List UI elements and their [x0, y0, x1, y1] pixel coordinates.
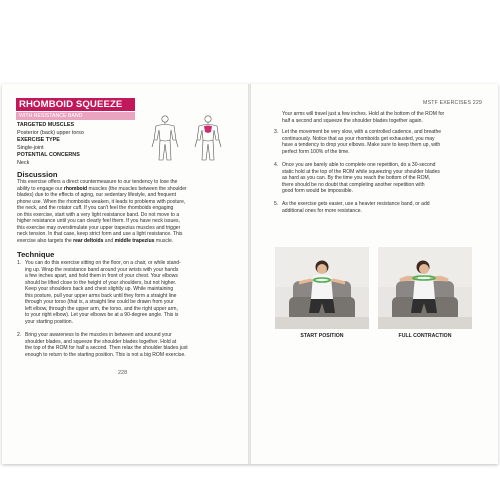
- start-position-image: [275, 247, 369, 329]
- text-line: this exercise may overstimulate your upper trapezius muscles and trigger: [17, 224, 181, 231]
- text-line: continuously. Notice that as your rhomboids get exhausted, you may: [282, 135, 435, 142]
- step-number: 5.: [274, 201, 279, 207]
- rhomboid-highlight: [204, 126, 212, 134]
- text-line: on this exercise, start with a very light resistance band. Do not move to a: [17, 211, 180, 218]
- text-line: half a second and squeeze the shoulder blades together again.: [282, 117, 423, 124]
- caption-start-position: START POSITION: [300, 333, 344, 339]
- text-line: neck tension. In that case, keep strict form and use a light resistance. This: [17, 231, 183, 238]
- text-line: the top of the ROM for half a second. Then relax the shoulder blades just: [25, 345, 188, 352]
- text-line: Keep your shoulders back and chest slightly up. While maintaining: [25, 286, 174, 293]
- page-number: 228: [118, 370, 128, 376]
- text-line: shoulder blades, and squeeze the shoulder blades together. Hold at: [25, 338, 177, 345]
- exercise-title: RHOMBOID SQUEEZE: [16, 98, 135, 111]
- step-number: 2.: [17, 332, 22, 338]
- right-page: [251, 84, 498, 464]
- anatomy-front-figure-icon: [152, 116, 178, 160]
- step-text: [25, 332, 238, 358]
- text-line: through your torso (that is, a straight line could be drawn from your: [25, 299, 174, 306]
- step-1: [17, 260, 238, 328]
- left-page: [2, 84, 248, 464]
- continued-paragraph: [282, 111, 482, 124]
- running-head: MSTF EXERCISES 229: [423, 100, 482, 106]
- info-label: POTENTIAL CONCERNS: [17, 152, 80, 159]
- info-value: Single-joint: [17, 144, 44, 151]
- text-line: Once you are barely able to complete one repetition, do a 30-second: [282, 162, 436, 168]
- text-line: additional ones for more resistance.: [282, 207, 362, 214]
- text-line: as hard as you can. By the time you reach the bottom of the ROM,: [282, 175, 431, 182]
- text-line: perfect form 100% of the time.: [282, 148, 350, 155]
- caption-full-contraction: FULL CONTRACTION: [398, 333, 452, 339]
- text-line: static hold at the top of the ROM while squeezing your shoulder blades: [282, 168, 440, 175]
- text-line: phone use. When the rhomboids weaken, it leads to problems with posture,: [17, 198, 186, 205]
- anatomy-back-figure-icon: [195, 116, 221, 160]
- discussion-paragraph: [17, 179, 236, 244]
- text-line: a few inches apart, and hold them in front of your chest. Your elbows: [25, 273, 178, 280]
- step-text: [282, 162, 482, 195]
- step-text: [282, 129, 482, 155]
- text-line: the neck, and the rotator cuff. If you can't feel the rhomboids engaging: [17, 205, 174, 212]
- text-line: your starting position.: [25, 318, 73, 325]
- exercise-subtitle: WITH RESISTANCE BAND: [16, 112, 135, 120]
- info-label: EXERCISE TYPE: [17, 137, 60, 144]
- text-line: to your right elbow). Let your elbows be at a 90-degree angle. This is: [25, 312, 179, 319]
- step-number: 4.: [274, 162, 279, 168]
- discussion-heading: Discussion: [17, 170, 58, 179]
- start-position-photo: [275, 247, 369, 329]
- text-line: Let the movement be very slow, with a controlled cadence, and breathe: [282, 129, 442, 135]
- step-text: [25, 260, 238, 325]
- text-line: ability to engage our rhomboid muscles (the muscles between the shoulder: [17, 185, 187, 192]
- info-value: Posterior (back) upper torso: [17, 129, 84, 136]
- text-line: this posture, pull your upper arms back until they form a straight line: [25, 292, 177, 299]
- text-line: enough to return to the starting position. This is not a big ROM exercise.: [25, 351, 186, 358]
- text-line: blades) due to the effects of aging, our sedentary lifestyle, and frequent: [17, 192, 176, 199]
- text-line: higher resistance until you can clearly feel them. If you have neck issues,: [17, 218, 180, 225]
- info-label: TARGETED MUSCLES: [17, 122, 75, 128]
- text-line: have a tendency to drop your elbows. Make sure to keep them up, with: [282, 142, 441, 149]
- text-line: Bring your awareness to the muscles in between and around your: [25, 332, 172, 338]
- step-number: 1.: [17, 260, 22, 266]
- text-line: exercise also targets the rear deltoids and middle trapezius muscle.: [17, 237, 174, 244]
- text-line: good form would be impossible.: [282, 188, 353, 195]
- step-5: [274, 201, 484, 215]
- full-contraction-image: [378, 247, 472, 329]
- text-line: left elbow, through the upper arm, the torso, and the right upper arm,: [25, 305, 178, 312]
- text-line: As the exercise gets easier, use a heavier resistance band, or add: [282, 201, 430, 207]
- step-number: 3.: [274, 129, 279, 135]
- open-book: [2, 84, 498, 464]
- step-3: [274, 129, 484, 157]
- exercise-info: [17, 122, 137, 168]
- step-4: [274, 162, 484, 196]
- text-line: This exercise offers a direct countermeasure to our tendency to lose the: [17, 179, 178, 185]
- text-line: You can do this exercise sitting on the floor, on a chair, or while stand-: [25, 260, 181, 266]
- technique-heading: Technique: [17, 250, 55, 259]
- text-line: there should be no doubt that completing another repetition with: [282, 181, 425, 188]
- text-line: Your arms will travel just a few inches. Hold at the bottom of the ROM for: [282, 111, 445, 117]
- text-line: should be lifted close to the height of your shoulders, but not higher.: [25, 279, 177, 286]
- text-line: ing up. Wrap the resistance band around your wrists with your hands: [25, 266, 179, 273]
- step-2: [17, 332, 238, 362]
- step-text: [282, 201, 482, 214]
- info-value: Neck: [17, 159, 30, 166]
- anatomy-figures: [142, 114, 234, 164]
- full-contraction-photo: [378, 247, 472, 329]
